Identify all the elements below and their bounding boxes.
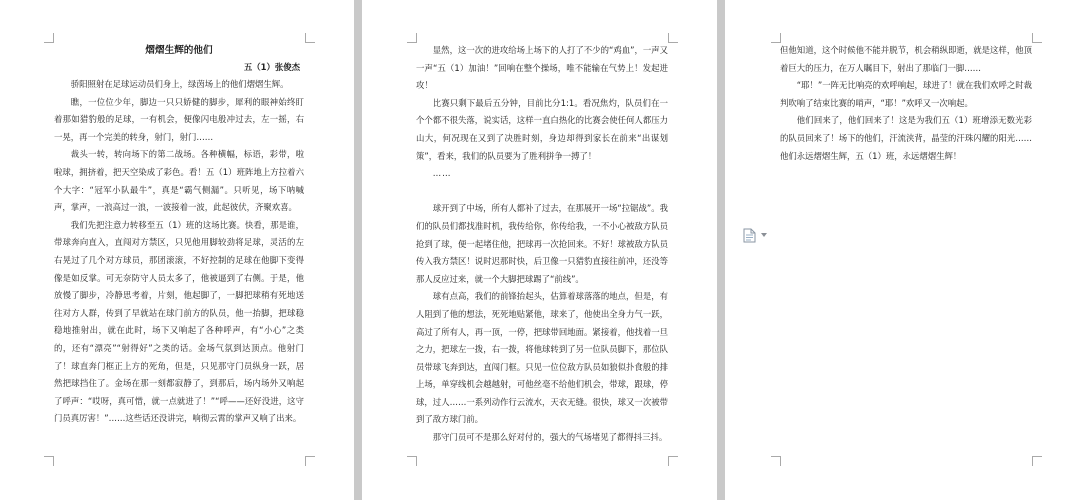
- paragraph: 骄阳照射在足球运动员们身上，绿茵场上的他们熠熠生辉。: [70, 79, 289, 89]
- page-corner-mark: [305, 456, 315, 466]
- page-corner-mark: [668, 456, 678, 466]
- page-corner-mark: [668, 33, 678, 43]
- blank-line: [416, 183, 668, 201]
- paragraph: 裁头一转，转向场下的第二战场。各种横幅，标语，彩带，啦啦球，拥挤着，把天空染成了彩色。看！五（1）班阵地上方拉着六个大字：“冠军小队最牛”，真是“霸气侧漏”。只听见，场下呐喊声，掌声，一浪高过一浪，一波接着一波，此起彼伏，齐聚欢喜。: [54, 149, 304, 213]
- page-corner-mark: [1032, 456, 1042, 466]
- page-text-area[interactable]: [416, 42, 668, 447]
- paragraph: 瞧，一位位少年，脚边一只只娇健的脚步，犀利的眼神始终盯着那如猎豹般的足球，一有机会，便像闪电般冲过去，左一摇，右一晃，再一个完美的转身，射门，射门……: [54, 96, 304, 142]
- document-title: 熠熠生辉的他们: [145, 45, 213, 56]
- paragraph: 球有点高，我们的前锋抬起头，估算着球落落的地点，但是，有人阻到了他的想法，死死地贴紧他，球来了，他使出全身力气一跃，高过了所有人，再一顶，一停，把球带回地面。紧接着，他找着一旦之力，把球左一拨，右一拨，将他球转到了另一位队员脚下，那位队员带球飞奔到达，直闯门框。只见一位位敌方队员如狼似扑食般的排上场，单穿线机会越越射，可他丝毫不给他们机会，带球，跟球，停球，过人……一系列动作行云流水，天衣无缝。很快，球又一次被带到了敌方球门前。: [416, 291, 668, 425]
- paragraph: 比赛只剩下最后五分钟，目前比分1:1。看况焦灼，队员们在一个个都不很失落，说实话，这样一直白热化的比赛会使任何人都压力山大，何况现在又到了决胜时刻，身边却得到家长在前来“出谋划策”，看来，我们的队员要为了胜利拼争一搏了！: [416, 97, 668, 161]
- document-author: 五（1）张俊杰: [243, 62, 300, 72]
- page-corner-mark: [44, 456, 54, 466]
- paragraph: 那守门员可不是那么好对付的，强大的气场堵见了都得抖三抖。: [432, 432, 668, 443]
- page-corner-mark: [771, 456, 781, 466]
- document-page-2: [362, 0, 717, 500]
- page-corner-mark: [407, 456, 417, 466]
- page-3-body: [780, 42, 1032, 165]
- page-text-area[interactable]: [54, 42, 304, 428]
- page-corner-mark: [44, 33, 54, 43]
- paragraph: “耶！”一阵无比响亮的欢呼响起，球进了！就在我们欢呼之时裁判吹响了结束比赛的哨声，“耶！”欢呼又一次响起。: [780, 80, 1032, 108]
- paragraph: 他们回来了，他们回来了！这是为我们五（1）班增添无数光彩的队员回来了！场下的他们，汗流浃背，晶莹的汗珠闪耀的阳光……他们永远熠熠生辉，五（1）班，永远熠熠生辉！: [780, 115, 1032, 161]
- paste-options-icon[interactable]: [743, 228, 756, 243]
- page-1-body: [54, 76, 304, 428]
- chevron-down-icon[interactable]: [761, 233, 767, 237]
- paragraph: 显然，这一次的进攻给场上场下的人打了不少的“鸡血”，一声又一声“五（1）加油！”回响在整个操场，唯不能输在气势上！发起进攻！: [416, 45, 668, 91]
- ellipsis-line: ……: [432, 168, 452, 179]
- page-2-body: [416, 42, 668, 447]
- paragraph: 球开到了中场，所有人都补了过去，在那展开一场“拉锯战”。我们的队员们都找准时机，我传给你，你传给我，一不小心被敌方队员抢到了球，便一起堵住他，把球再一次抢回来。不好！球被敌方队员传入我方禁区！说时迟那时快，后卫像一只猎豹直接往前冲，还没等那人反应过来，就一个大脚把球踢了“前线”。: [416, 203, 668, 284]
- paragraph: 我们先把注意力转移至五（1）班的这场比赛。快看，那是谁，带球奔向直入，直闯对方禁区，只见他用脚较劲将足球，灵活的左右晃过了几个对方球员，那团滚滚，不好控制的足球在他脚下变得像是如反掌。可无奈防守人员太多了，他被逼到了右侧。于是，他放慢了脚步，冷静思考着，片刻，他起脚了，一脚把球稍有死地送往对方人群，传到了早就站在球门前方的队员，他一抬脚，把球稳稳地推射出，就在此时，场下又响起了各种呼声，有“小心”之类的，还有“漂亮”“射得好”之类的话。金场气氛到达顶点。他射门了！球直奔门框正上方的死角，但是，只见那守门员纵身一跃，居然把球挡住了。金场在那一刻都寂静了，到那后，场内场外又响起了呼声：“哎呀，真可惜，就一点就进了！”“呼——还好没进，这守门员真厉害！”……这些话还没讲完，响彻云霄的掌声又响了出来。: [54, 219, 304, 424]
- page-text-area[interactable]: [780, 42, 1032, 165]
- page-corner-mark: [305, 33, 315, 43]
- page-corner-mark: [1032, 33, 1042, 43]
- paragraph: 但他知道，这个时候他不能并脱节，机会稍纵即逝，就是这样，他顶着巨大的压力，在万人瞩目下，射出了那临门一脚……: [780, 45, 1032, 73]
- document-page-1: [0, 0, 354, 500]
- document-page-3: [725, 0, 1080, 500]
